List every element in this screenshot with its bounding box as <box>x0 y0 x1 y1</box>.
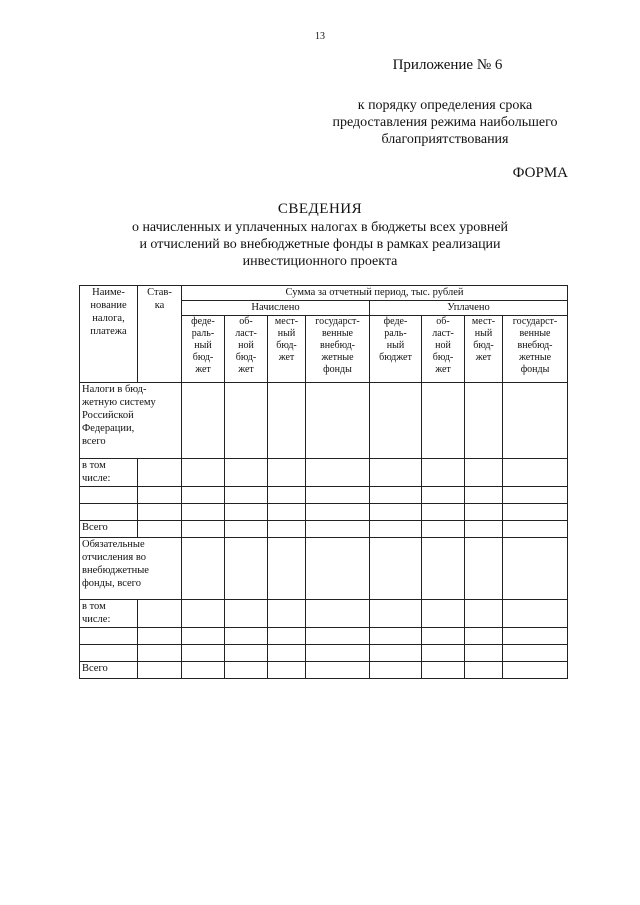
subtitle-line: инвестиционного проекта <box>242 254 398 269</box>
header-accrued: Начислено <box>182 301 370 316</box>
page-number: 13 <box>315 31 325 42</box>
header-paid-funds: государст- венные внебюд- жетные фонды <box>503 316 568 383</box>
reference-line: к порядку определения срока <box>357 98 533 113</box>
table-row <box>80 383 568 459</box>
document-title: СВЕДЕНИЯ <box>277 201 363 217</box>
header-period: Сумма за отчетный период, тыс. рублей <box>182 286 568 301</box>
row-label-total: Всего <box>80 662 138 679</box>
row-label-including: в том числе: <box>80 600 138 628</box>
header-accrued-local: мест- ный бюд- жет <box>268 316 306 383</box>
header-paid-local: мест- ный бюд- жет <box>465 316 503 383</box>
report-table <box>79 285 568 679</box>
row-label-funds-total: Обязательные отчисления во внебюджетные фонды, всего <box>80 538 182 600</box>
header-accrued-federal: феде- раль- ный бюд- жет <box>182 316 225 383</box>
table-row <box>80 628 568 645</box>
header-accrued-funds: государст- венные внебюд- жетные фонды <box>306 316 370 383</box>
form-label: ФОРМА <box>512 165 568 181</box>
table-row <box>80 487 568 504</box>
header-accrued-regional: об- ласт- ной бюд- жет <box>225 316 268 383</box>
report-table-wrapper <box>79 285 568 679</box>
document-subtitle <box>0 219 640 270</box>
table-row <box>80 521 568 538</box>
reference-line: благоприятствования <box>381 132 509 147</box>
header-paid: Уплачено <box>370 301 568 316</box>
appendix-reference <box>300 97 590 148</box>
reference-line: предоставления режима наибольшего <box>332 115 558 130</box>
header-paid-federal: феде- раль- ный бюджет <box>370 316 422 383</box>
subtitle-line: о начисленных и уплаченных налогах в бюджеты всех уровней <box>131 220 509 235</box>
table-row <box>80 600 568 628</box>
header-name: Наиме- нование налога, платежа <box>80 286 138 383</box>
table-row <box>80 459 568 487</box>
header-paid-regional: об- ласт- ной бюд- жет <box>422 316 465 383</box>
row-label-total: Всего <box>80 521 138 538</box>
subtitle-line: и отчислений во внебюджетные фонды в рамках реализации <box>139 237 501 252</box>
table-row <box>80 645 568 662</box>
table-row <box>80 538 568 600</box>
table-row <box>80 504 568 521</box>
row-label-including: в том числе: <box>80 459 138 487</box>
row-label-taxes-total: Налоги в бюд- жетную систему Российской Федерации, всего <box>80 383 182 459</box>
header-rate: Став- ка <box>138 286 182 383</box>
appendix-heading: Приложение № 6 <box>392 57 503 73</box>
table-row <box>80 662 568 679</box>
